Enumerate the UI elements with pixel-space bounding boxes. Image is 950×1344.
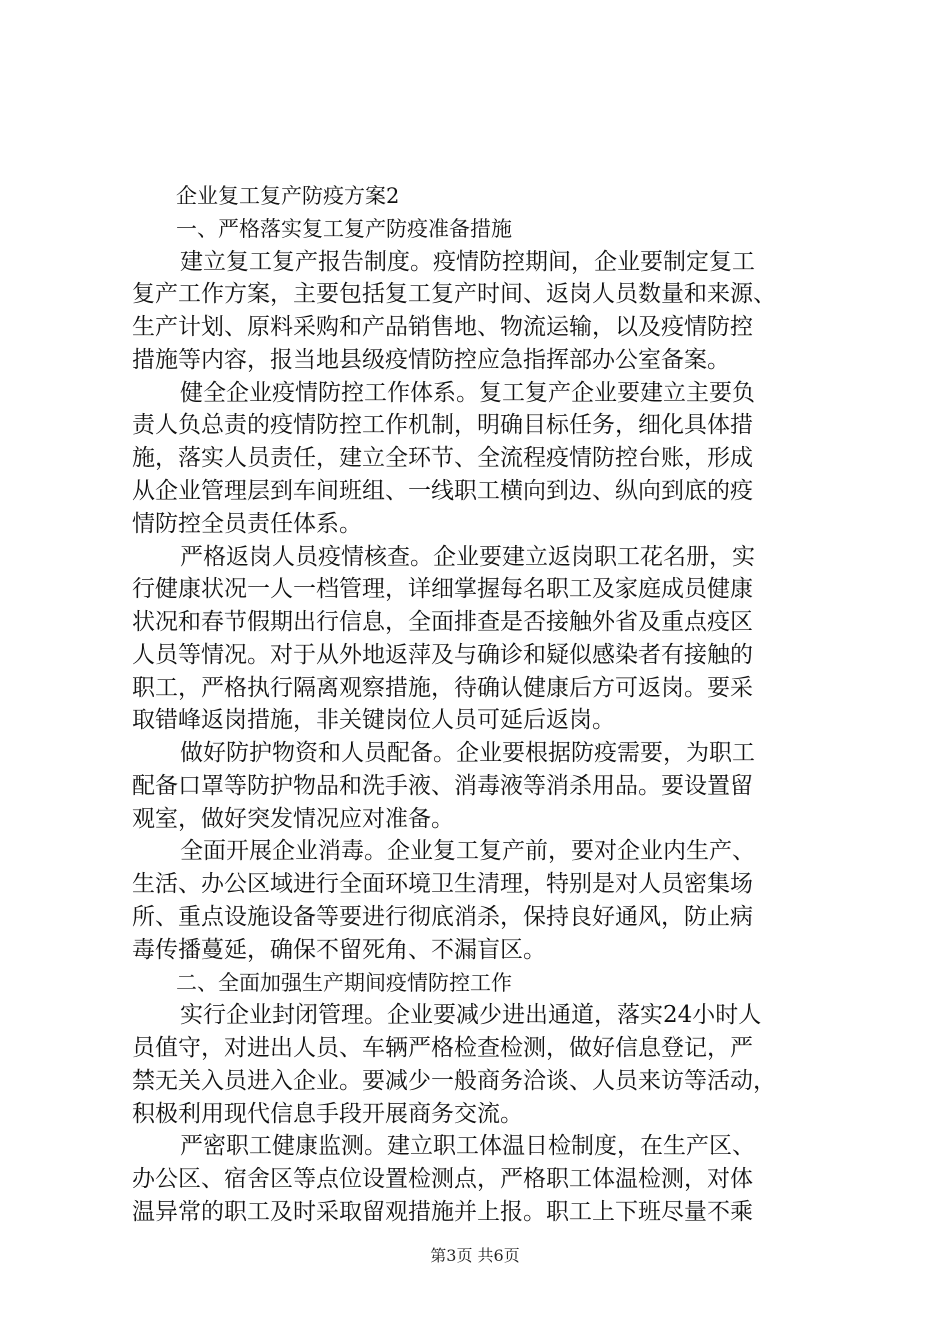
paragraph-line: 职工，严格执行隔离观察措施，待确认健康后方可返岗。要采: [132, 675, 753, 701]
paragraph-line: 健全企业疫情防控工作体系。复工复产企业要建立主要负: [180, 380, 755, 406]
paragraph-line: 措施等内容，报当地县级疫情防控应急指挥部办公室备案。: [132, 347, 730, 373]
section-heading: 二、全面加强生产期间疫情防控工作: [176, 971, 512, 995]
paragraph-line: 责人负总责的疫情防控工作机制，明确目标任务，细化具体措: [132, 412, 753, 438]
paragraph-line: 施，落实人员责任，建立全环节、全流程疫情防控台账，形成: [132, 445, 753, 471]
document-title: 企业复工复产防疫方案2: [176, 184, 400, 208]
paragraph-line: 所、重点设施设备等要进行彻底消杀，保持良好通风，防止病: [132, 904, 753, 930]
paragraph-line: 员值守，对进出人员、车辆严格检查检测，做好信息登记，严: [132, 1035, 753, 1061]
paragraph-line: 情防控全员责任体系。: [132, 511, 362, 537]
paragraph-line: 观室，做好突发情况应对准备。: [132, 806, 454, 832]
paragraph-line: 配备口罩等防护物品和洗手液、消毒液等消杀用品。要设置留: [132, 773, 753, 799]
paragraph-line: 温异常的职工及时采取留观措施并上报。职工上下班尽量不乘: [132, 1199, 753, 1225]
paragraph-line: 积极利用现代信息手段开展商务交流。: [132, 1101, 523, 1127]
paragraph-line: 实行企业封闭管理。企业要减少进出通道，落实24小时人: [180, 1002, 762, 1028]
paragraph-line: 生活、办公区域进行全面环境卫生清理，特别是对人员密集场: [132, 871, 753, 897]
paragraph-line: 严格返岗人员疫情核查。企业要建立返岗职工花名册，实: [180, 544, 755, 570]
paragraph-line: 毒传播蔓延，确保不留死角、不漏盲区。: [132, 937, 546, 963]
paragraph-line: 办公区、宿舍区等点位设置检测点，严格职工体温检测，对体: [132, 1166, 753, 1192]
paragraph-line: 从企业管理层到车间班组、一线职工横向到边、纵向到底的疫: [132, 478, 753, 504]
paragraph-line: 复产工作方案，主要包括复工复产时间、返岗人员数量和来源、: [132, 281, 776, 307]
paragraph-line: 严密职工健康监测。建立职工体温日检制度，在生产区、: [180, 1133, 755, 1159]
paragraph-line: 做好防护物资和人员配备。企业要根据防疫需要，为职工: [180, 740, 755, 766]
paragraph-line: 人员等情况。对于从外地返萍及与确诊和疑似感染者有接触的: [132, 642, 753, 668]
paragraph-line: 全面开展企业消毒。企业复工复产前，要对企业内生产、: [180, 838, 755, 864]
paragraph-line: 状况和春节假期出行信息，全面排查是否接触外省及重点疫区: [132, 609, 753, 635]
section-heading: 一、严格落实复工复产防疫准备措施: [176, 217, 512, 241]
paragraph-line: 生产计划、原料采购和产品销售地、物流运输，以及疫情防控: [132, 314, 753, 340]
paragraph-line: 禁无关入员进入企业。要减少一般商务洽谈、人员来访等活动，: [132, 1068, 776, 1094]
paragraph-line: 行健康状况一人一档管理，详细掌握每名职工及家庭成员健康: [132, 576, 753, 602]
page-footer: 第3页 共6页: [430, 1246, 520, 1265]
paragraph-line: 取错峰返岗措施，非关键岗位人员可延后返岗。: [132, 707, 615, 733]
paragraph-line: 建立复工复产报告制度。疫情防控期间，企业要制定复工: [180, 249, 755, 275]
